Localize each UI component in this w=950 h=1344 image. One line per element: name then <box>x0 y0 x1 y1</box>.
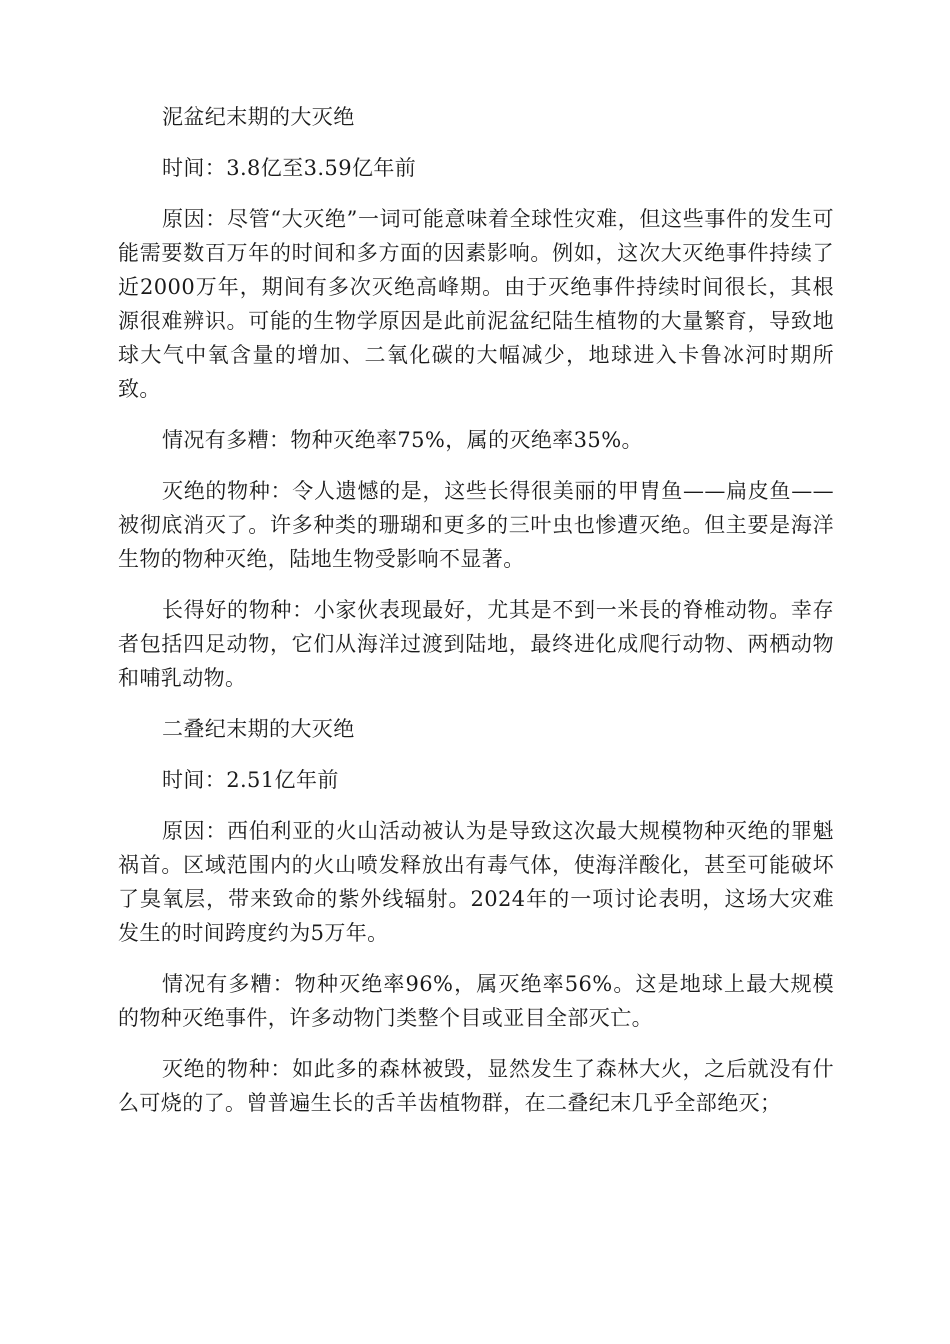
devonian-survivors: 长得好的物种：小家伙表现最好，尤其是不到一米長的脊椎动物。幸存者包括四足动物，它们从海洋过渡到陆地，最终进化成爬行动物、两栖动物和哺乳动物。 <box>118 598 834 690</box>
devonian-time: 时间：3.8亿至3.59亿年前 <box>162 156 417 180</box>
permian-severity: 情况有多糟：物种灭绝率96%，属灭绝率56%。这是地球上最大规模的物种灭绝事件，许多动物门类整个目或亚目全部灭亡。 <box>118 972 834 1030</box>
section-title-permian: 二叠纪末期的大灭绝 <box>162 717 355 741</box>
devonian-extinct-species: 灭绝的物种：令人遗憾的是，这些长得很美丽的甲胄鱼——扁皮鱼——被彻底消灭了。许多种类的珊瑚和更多的三叶虫也惨遭灭绝。但主要是海洋生物的物种灭绝，陆地生物受影响不显著。 <box>118 479 834 571</box>
permian-cause: 原因：西伯利亚的火山活动被认为是导致这次最大规模物种灭绝的罪魁祸首。区域范围内的火山喷发释放出有毒气体，使海洋酸化，甚至可能破坏了臭氧层，带来致命的紫外线辐射。2024年的一项讨论表明，这场大灾难发生的时间跨度约为5万年。 <box>118 819 834 945</box>
permian-extinct-species: 灭绝的物种：如此多的森林被毁，显然发生了森林大火，之后就没有什么可烧的了。曾普遍生长的舌羊齿植物群，在二叠纪末几乎全部绝灭； <box>118 1057 834 1115</box>
document-body <box>118 100 834 1137</box>
section-title-devonian: 泥盆纪末期的大灭绝 <box>162 105 355 129</box>
devonian-cause: 原因：尽管“大灭绝”一词可能意味着全球性灾难，但这些事件的发生可能需要数百万年的时间和多方面的因素影响。例如，这次大灭绝事件持续了近2000万年，期间有多次灭绝高峰期。由于灭绝事件持续时间很长，其根源很难辨识。可能的生物学原因是此前泥盆纪陆生植物的大量繁育，导致地球大气中氧含量的增加、二氧化碳的大幅减少，地球进入卡鲁冰河时期所致。 <box>118 207 834 401</box>
devonian-severity: 情况有多糟：物种灭绝率75%，属的灭绝率35%。 <box>162 428 643 452</box>
permian-time: 时间：2.51亿年前 <box>162 768 339 792</box>
